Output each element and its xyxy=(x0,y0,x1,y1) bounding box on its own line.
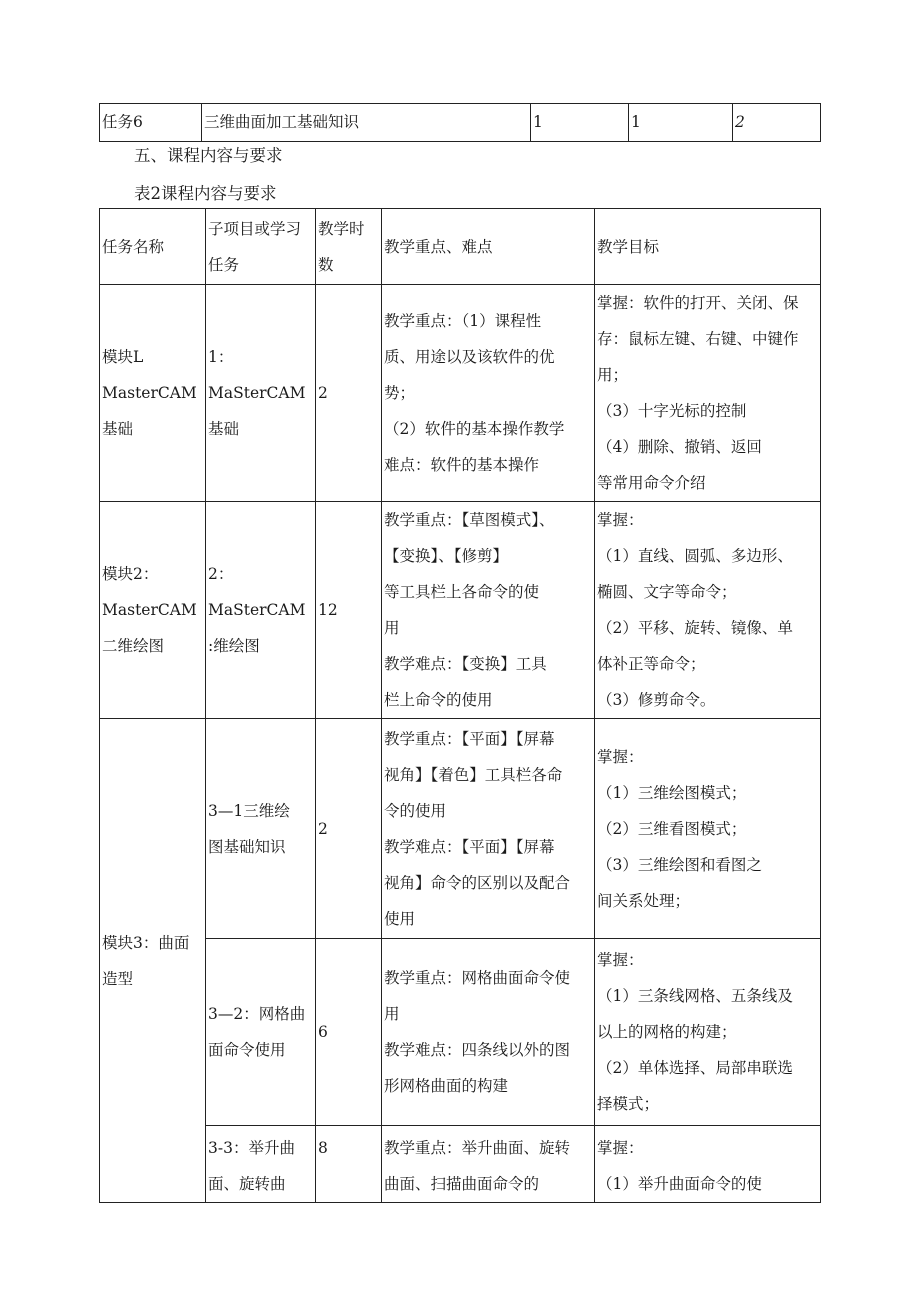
goals-cell: 掌握： （1）三维绘图模式； （2）三维看图模式； （3）三维绘图和看图之 间关系处理； xyxy=(595,719,821,939)
module-name-cell: 模块2： MasterCAM 二维绘图 xyxy=(100,502,206,719)
course-content-table xyxy=(99,208,821,1203)
table-row xyxy=(100,285,821,502)
table-header-row xyxy=(100,209,821,285)
subtask-cell: 3—2：网格曲 面命令使用 xyxy=(206,939,316,1126)
subtask-cell: 1： MaSterCAM 基础 xyxy=(206,285,316,502)
header-cell: 教学时 数 xyxy=(316,209,382,285)
subtask-cell: 2： MaSterCAM :维绘图 xyxy=(206,502,316,719)
goals-cell: 掌握： （1）举升曲面命令的使 xyxy=(595,1126,821,1203)
table-row xyxy=(100,502,821,719)
task-cell: 任务6 xyxy=(100,104,202,142)
hours-cell: 2 xyxy=(733,104,821,142)
key-points-cell: 教学重点：【平面】【屏幕 视角】【着色】工具栏各命 令的使用 教学难点：【平面】【屏幕 视角】命令的区别以及配合 使用 xyxy=(382,719,595,939)
module-name-cell: 模块L MasterCAM 基础 xyxy=(100,285,206,502)
table-caption: 表2课程内容与要求 xyxy=(134,184,277,203)
task-title-cell: 三维曲面加工基础知识 xyxy=(202,104,531,142)
header-cell: 任务名称 xyxy=(100,209,206,285)
table-row xyxy=(100,104,821,142)
table-row xyxy=(100,1126,821,1203)
hours-cell: 8 xyxy=(316,1126,382,1203)
key-points-cell: 教学重点：【草图模式】、 【变换】、【修剪】 等工具栏上各命令的使 用 教学难点：【变换】工具 栏上命令的使用 xyxy=(382,502,595,719)
hours-cell: 2 xyxy=(316,285,382,502)
hours-cell: 2 xyxy=(316,719,382,939)
module-name-cell: 模块3：曲面 造型 xyxy=(100,719,206,1203)
table-row xyxy=(100,719,821,939)
table-row xyxy=(100,939,821,1126)
hours-cell: 1 xyxy=(629,104,733,142)
header-cell: 子项目或学习 任务 xyxy=(206,209,316,285)
subtask-cell: 3-3：举升曲 面、旋转曲 xyxy=(206,1126,316,1203)
goals-cell: 掌握：软件的打开、关闭、保 存：鼠标左键、右键、中键作 用； （3）十字光标的控制 （4）删除、撤销、返回 等常用命令介绍 xyxy=(595,285,821,502)
subtask-cell: 3—1三维绘 图基础知识 xyxy=(206,719,316,939)
goals-cell: 掌握： （1）直线、圆弧、多边形、 椭圆、文字等命令； （2）平移、旋转、镜像、单 体补正等命令； （3）修剪命令。 xyxy=(595,502,821,719)
hours-cell: 6 xyxy=(316,939,382,1126)
section-heading: 五、课程内容与要求 xyxy=(134,146,283,165)
key-points-cell: 教学重点：（1）课程性 质、用途以及该软件的优 势； （2）软件的基本操作教学 难点：软件的基本操作 xyxy=(382,285,595,502)
hours-cell: 1 xyxy=(531,104,629,142)
header-cell: 教学目标 xyxy=(595,209,821,285)
key-points-cell: 教学重点：网格曲面命令使 用 教学难点：四条线以外的图 形网格曲面的构建 xyxy=(382,939,595,1126)
key-points-cell: 教学重点：举升曲面、旋转 曲面、扫描曲面命令的 xyxy=(382,1126,595,1203)
hours-cell: 12 xyxy=(316,502,382,719)
goals-cell: 掌握： （1）三条线网格、五条线及 以上的网格的构建； （2）单体选择、局部串联选 择模式； xyxy=(595,939,821,1126)
header-cell: 教学重点、难点 xyxy=(382,209,595,285)
course-task-table xyxy=(99,103,821,142)
